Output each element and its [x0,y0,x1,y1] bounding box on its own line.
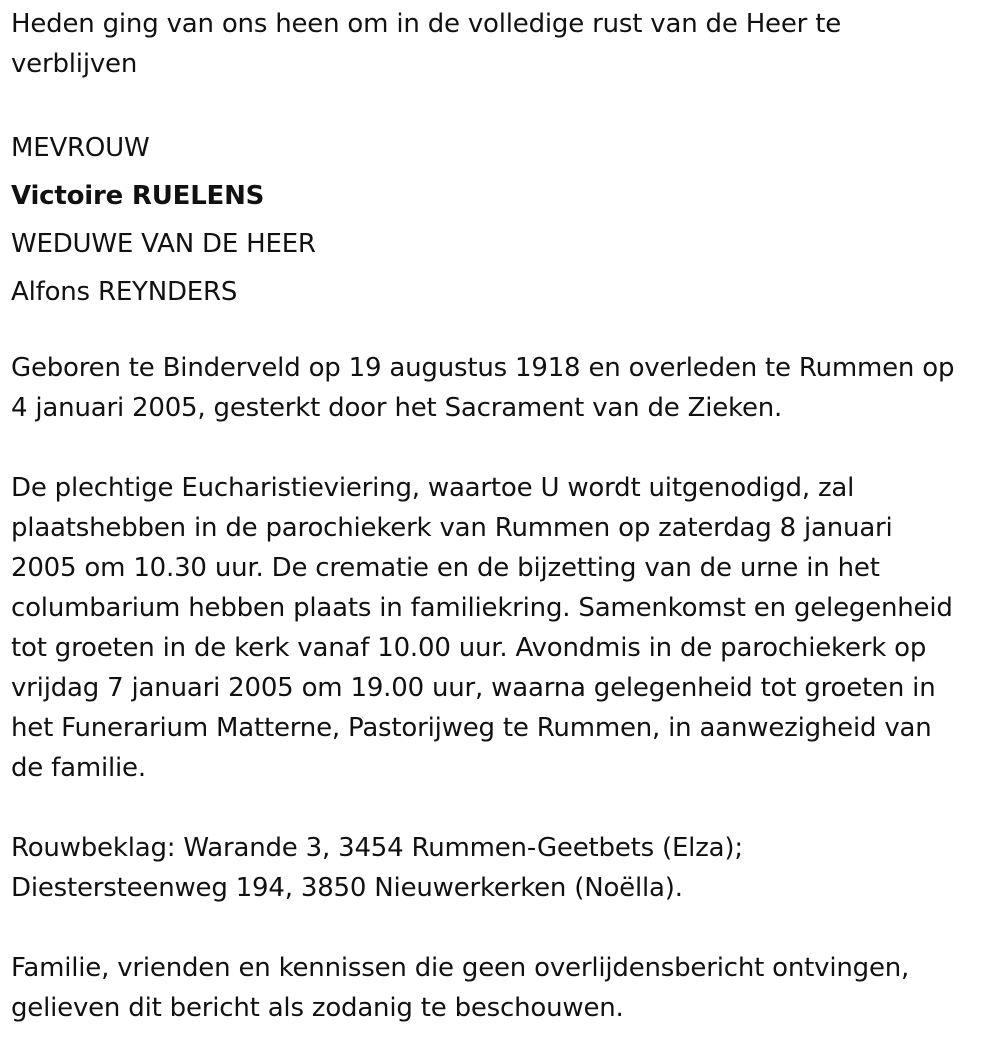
birth-death-line-2: 4 januari 2005, gesterkt door het Sacrament van de Zieken. [11,393,783,423]
condolences-paragraph [11,828,996,908]
closing-line-2: gelieven dit bericht als zodanig te beschouwen. [11,993,624,1023]
spacer [11,428,996,468]
ceremony-paragraph [11,468,996,788]
spacer [11,316,996,348]
person-block [11,124,996,316]
person-name: Victoire RUELENS [11,181,265,211]
intro-line-1: Heden ging van ons heen om in de volledige rust van de Heer te [11,9,841,39]
ceremony-line: tot groeten in de kerk vanaf 10.00 uur. Avondmis in de parochiekerk op [11,633,927,663]
ceremony-line: columbarium hebben plaats in familiekring. Samenkomst en gelegenheid [11,593,953,623]
person-relation: WEDUWE VAN DE HEER [11,229,316,259]
condolences-line-2: Diestersteenweg 194, 3850 Nieuwerkerken (Noëlla). [11,873,683,903]
obituary-document [11,4,996,1028]
ceremony-line: vrijdag 7 januari 2005 om 19.00 uur, waarna gelegenheid tot groeten in [11,673,936,703]
intro-line-2: verblijven [11,49,138,79]
closing-paragraph [11,948,996,1028]
birth-death-paragraph [11,348,996,428]
spacer [11,84,996,124]
spacer [11,908,996,948]
birth-death-line-1: Geboren te Binderveld op 19 augustus 1918 en overleden te Rummen op [11,353,955,383]
condolences-line-1: Rouwbeklag: Warande 3, 3454 Rummen-Geetbets (Elza); [11,833,743,863]
person-title: MEVROUW [11,133,150,163]
ceremony-line: plaatshebben in de parochiekerk van Rummen op zaterdag 8 januari [11,513,893,543]
ceremony-line: de familie. [11,753,146,783]
spacer [11,788,996,828]
ceremony-line: het Funerarium Matterne, Pastorijweg te Rummen, in aanwezigheid van [11,713,932,743]
intro-paragraph [11,4,996,84]
spouse-name: Alfons REYNDERS [11,277,238,307]
ceremony-line: De plechtige Eucharistieviering, waartoe U wordt uitgenodigd, zal [11,473,855,503]
ceremony-line: 2005 om 10.30 uur. De crematie en de bijzetting van de urne in het [11,553,880,583]
closing-line-1: Familie, vrienden en kennissen die geen overlijdensbericht ontvingen, [11,953,910,983]
